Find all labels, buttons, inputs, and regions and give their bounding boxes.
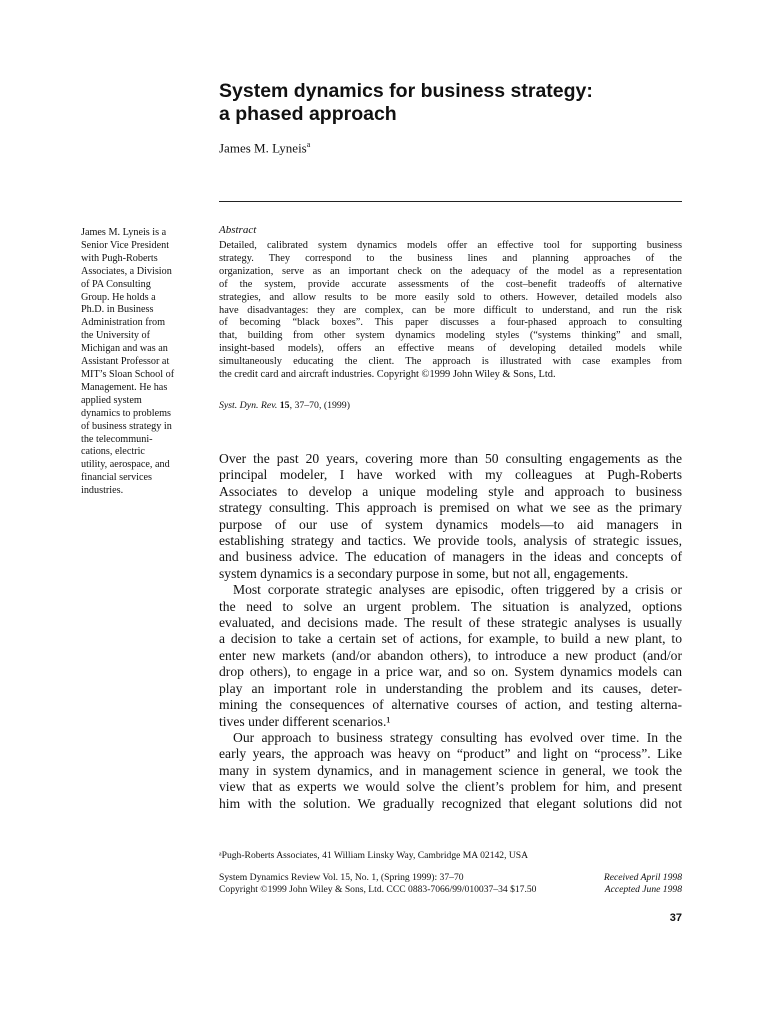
body-line: mining the consequences of alternative courses of action, and testing alterna-: [219, 697, 682, 713]
page-number: 37: [669, 912, 682, 924]
bio-line: industries.: [81, 485, 124, 497]
body-line: Over the past 20 years, covering more than 50 consulting engagements as the: [219, 451, 682, 466]
bio-line: Management. He has: [81, 381, 168, 393]
body-line: and business advice. The education of managers in the ideas and concepts of: [219, 549, 682, 565]
body-line: drop others), to engage in a price war, and so on. System dynamics models can: [219, 664, 682, 680]
title-line: a phased approach: [219, 103, 397, 125]
abstract-line: of becoming “black boxes”. This paper discusses a four-phased approach to consulting: [219, 317, 682, 329]
received-dates: [604, 872, 682, 896]
bio-line: of business strategy in: [81, 420, 172, 432]
bio-line: MIT’s Sloan School of: [81, 368, 175, 380]
bio-line: Senior Vice President: [81, 239, 170, 251]
bio-line: cations, electric: [81, 446, 145, 458]
abstract-line: of the system, provide accurate assessments of the cost–benefit tradeoffs of alternative: [219, 278, 682, 290]
received-line: Received April 1998: [603, 872, 682, 883]
bio-line: utility, aerospace, and: [81, 459, 170, 471]
abstract-line: organization, serve as an important check on the adequacy of the model as a representation: [219, 265, 682, 277]
body-line: play an important role in understanding the problem and its causes, deter-: [219, 680, 682, 696]
pubinfo-line: Copyright ©1999 John Wiley & Sons, Ltd. CCC 0883-7066/99/010037–34 $17.50: [219, 884, 537, 895]
abstract-line: that, building from other system dynamics modeling styles (“systems thinking” and small,: [219, 330, 682, 342]
body-line: establishing strategy and tactics. We provide tools, analysis of strategic issues,: [219, 533, 682, 549]
paragraph: [219, 730, 682, 812]
body-line: the need to solve an urgent problem. The situation is analyzed, options: [219, 598, 682, 614]
abstract-line: have disadvantages: they are complex, can be more difficult to understand, and run the risk: [219, 304, 682, 316]
abstract-text: [219, 240, 682, 382]
citation-pages: , 37–70, (1999): [289, 400, 350, 411]
body-line: system dynamics is a secondary purpose in some, but not all, engagements.: [219, 565, 629, 581]
header-rule: [219, 201, 682, 202]
paragraph: [219, 582, 682, 730]
body-line: Associates to develop a unique modeling style and approach to business: [219, 483, 682, 499]
bio-line: with Pugh-Roberts: [81, 252, 158, 264]
bio-line: Michigan and was an: [81, 343, 168, 355]
body-line: a decision to take a certain set of actions, for example, to build a new plant, to: [219, 631, 682, 647]
body-line: view that as experts we would solve the client’s problem for him, and present: [219, 779, 682, 795]
body-line: evaluated, and decisions made. The result of these strategic analyses is usually: [219, 615, 682, 631]
bio-line: the University of: [81, 330, 151, 342]
abstract-line: strategies, and allow results to be more easily sold to others. However, detailed models also: [219, 291, 682, 303]
accepted-line: Accepted June 1998: [604, 884, 682, 895]
citation: [219, 400, 350, 412]
abstract-line: the credit card and aircraft industries. Copyright ©1999 John Wiley & Sons, Ltd.: [219, 369, 556, 381]
body-line: early years, the approach was heavy on “product” and light on “process”. Like: [219, 746, 682, 762]
article-title: [219, 80, 689, 126]
affiliation-footnote: ᵃPugh-Roberts Associates, 41 William Linsky Way, Cambridge MA 02142, USA: [219, 850, 529, 861]
author-affiliation-marker: a: [306, 140, 311, 149]
bio-line: Assistant Professor at: [81, 356, 170, 368]
body-line: many in system dynamics, and in management science in general, we took the: [219, 762, 682, 778]
abstract-line: strategy. They correspond to the business lines and planning approaches of the: [219, 252, 682, 264]
bio-line: Group. He holds a: [81, 291, 156, 303]
body-line: Our approach to business strategy consulting has evolved over time. In the: [233, 729, 682, 745]
body-line: Most corporate strategic analyses are episodic, often triggered by a crisis or: [233, 582, 682, 598]
bio-line: James M. Lyneis is a: [81, 227, 167, 238]
body-line: enter new markets (and/or abandon others), to introduce a new product (and/or: [219, 647, 682, 663]
body-line: tives under different scenarios.¹: [219, 713, 391, 729]
bio-line: dynamics to problems: [81, 407, 171, 419]
paragraph: [219, 451, 682, 582]
bio-line: the telecommuni-: [81, 433, 153, 445]
abstract-heading: Abstract: [219, 224, 257, 236]
abstract-line: insight-based models), offers an effective means of developing detailed models while: [219, 343, 682, 355]
body-text: [219, 451, 682, 812]
body-line: strategy consulting. This approach is premised on what we see as the primary: [219, 500, 682, 516]
author-name: James M. Lyneis: [219, 140, 307, 156]
abstract-line: Detailed, calibrated system dynamics models offer an effective tool for supporting business: [219, 240, 682, 251]
bio-line: financial services: [81, 472, 152, 484]
body-line: principal modeler, I have worked with my colleagues at Pugh-Roberts: [219, 467, 682, 483]
abstract-line: simultaneously educating the client. The approach is illustrated with case examples from: [219, 356, 682, 368]
title-line: System dynamics for business strategy:: [219, 80, 593, 102]
citation-journal: Syst. Dyn. Rev.: [219, 400, 278, 411]
bio-line: Ph.D. in Business: [81, 304, 154, 316]
bio-line: applied system: [81, 394, 142, 406]
bio-line: of PA Consulting: [81, 278, 151, 290]
pubinfo-line: System Dynamics Review Vol. 15, No. 1, (Spring 1999): 37–70: [219, 872, 464, 883]
author-line: [219, 137, 310, 156]
author-bio: [81, 227, 193, 498]
citation-volume: 15: [279, 400, 290, 411]
bio-line: Associates, a Division: [81, 265, 172, 277]
body-line: purpose of our use of system dynamics models—to aid managers in: [219, 516, 682, 532]
bio-line: Administration from: [81, 317, 166, 329]
publication-info: [219, 872, 536, 896]
body-line: him with the solution. We gradually recognized that elegant solutions did not: [219, 795, 682, 811]
